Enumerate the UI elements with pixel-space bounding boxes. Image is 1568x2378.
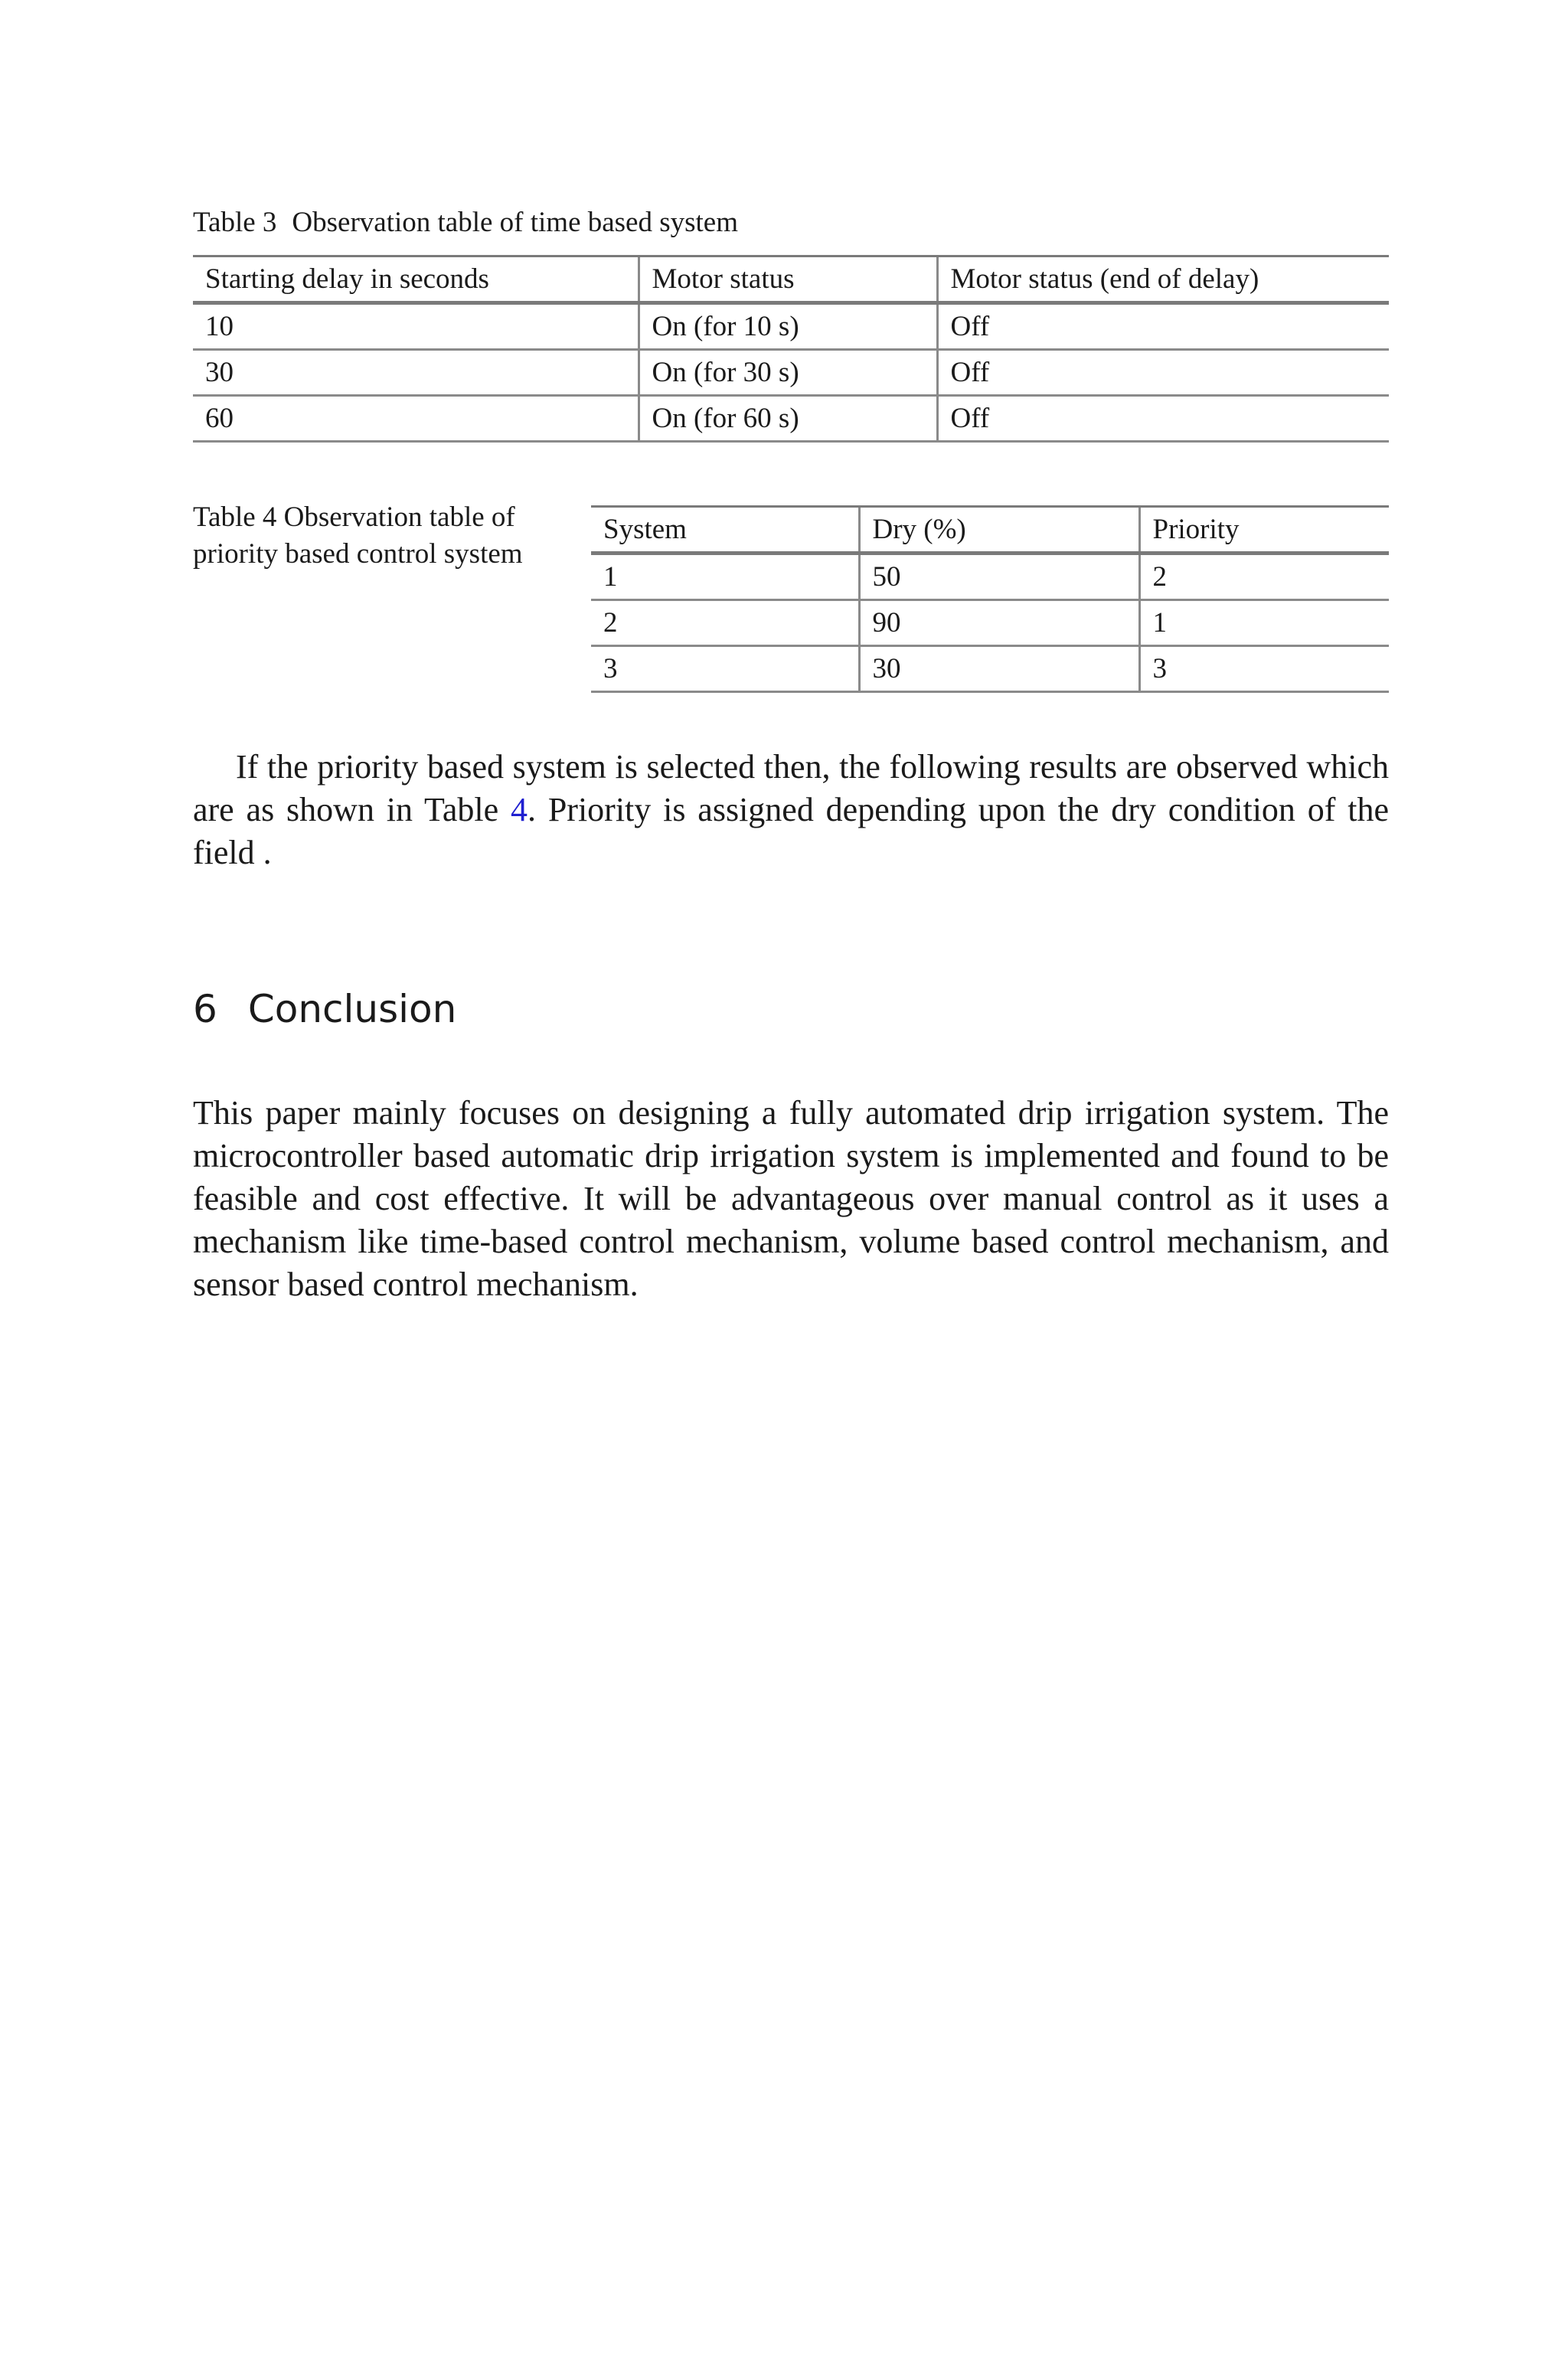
table-cell: 30 [193,350,639,396]
section-title: Conclusion [247,987,457,1031]
table-cell: 10 [193,303,639,350]
table4-header-row [591,507,1389,554]
table3-header-cell: Motor status (end of delay) [937,256,1389,303]
table-row [591,646,1389,692]
table-row [193,303,1389,350]
table4-header-cell: System [591,507,859,554]
table4-header-cell: Dry (%) [859,507,1139,554]
table3-caption [193,205,738,240]
results-paragraph [193,746,1389,874]
paragraph-text: If the priority based system is selected then, the following results are observed which are as shown in Table [193,748,1389,828]
table-cell: 3 [1139,646,1389,692]
table-cell: On (for 10 s) [639,303,937,350]
table-cell: 2 [591,600,859,646]
table-cell: 60 [193,396,639,442]
table-row [193,350,1389,396]
table3-header-cell: Motor status [639,256,937,303]
section-heading [193,985,456,1034]
table-cell: 90 [859,600,1139,646]
table4 [591,505,1389,693]
table-row [591,600,1389,646]
table-row [591,554,1389,600]
table-cell: 3 [591,646,859,692]
table-cell: 2 [1139,554,1389,600]
table-row [193,396,1389,442]
table3 [193,255,1389,443]
table-cell: Off [937,396,1389,442]
table-cell: Off [937,350,1389,396]
table-cell: Off [937,303,1389,350]
table3-header-row [193,256,1389,303]
table4-caption: Table 4 Observation table of priority based control system [193,501,523,570]
table-cell: 1 [591,554,859,600]
table-cell: On (for 60 s) [639,396,937,442]
table3-caption-text: Observation table of time based system [292,207,739,238]
paper-page [193,0,1389,2378]
table-reference-link[interactable]: 4 [510,791,528,828]
table-cell: 1 [1139,600,1389,646]
table3-caption-number: Table 3 [193,207,277,238]
conclusion-paragraph: This paper mainly focuses on designing a fully automated drip irrigation system. The microcontroller based automatic drip irrigation system is implemented and found to be feasible and cost effective. It will be advantageous over manual control as it uses a mechanism like time-based control mechanism, volume based control mechanism, and sensor based control mechanism. [193,1094,1389,1303]
table-cell: 30 [859,646,1139,692]
table-cell: On (for 30 s) [639,350,937,396]
table3-header-cell: Starting delay in seconds [193,256,639,303]
table-cell: 50 [859,554,1139,600]
paragraph-text: . Priority is assigned depending upon the dry condition of the field . [193,791,1390,871]
table4-header-cell: Priority [1139,507,1389,554]
section-number: 6 [193,987,217,1031]
